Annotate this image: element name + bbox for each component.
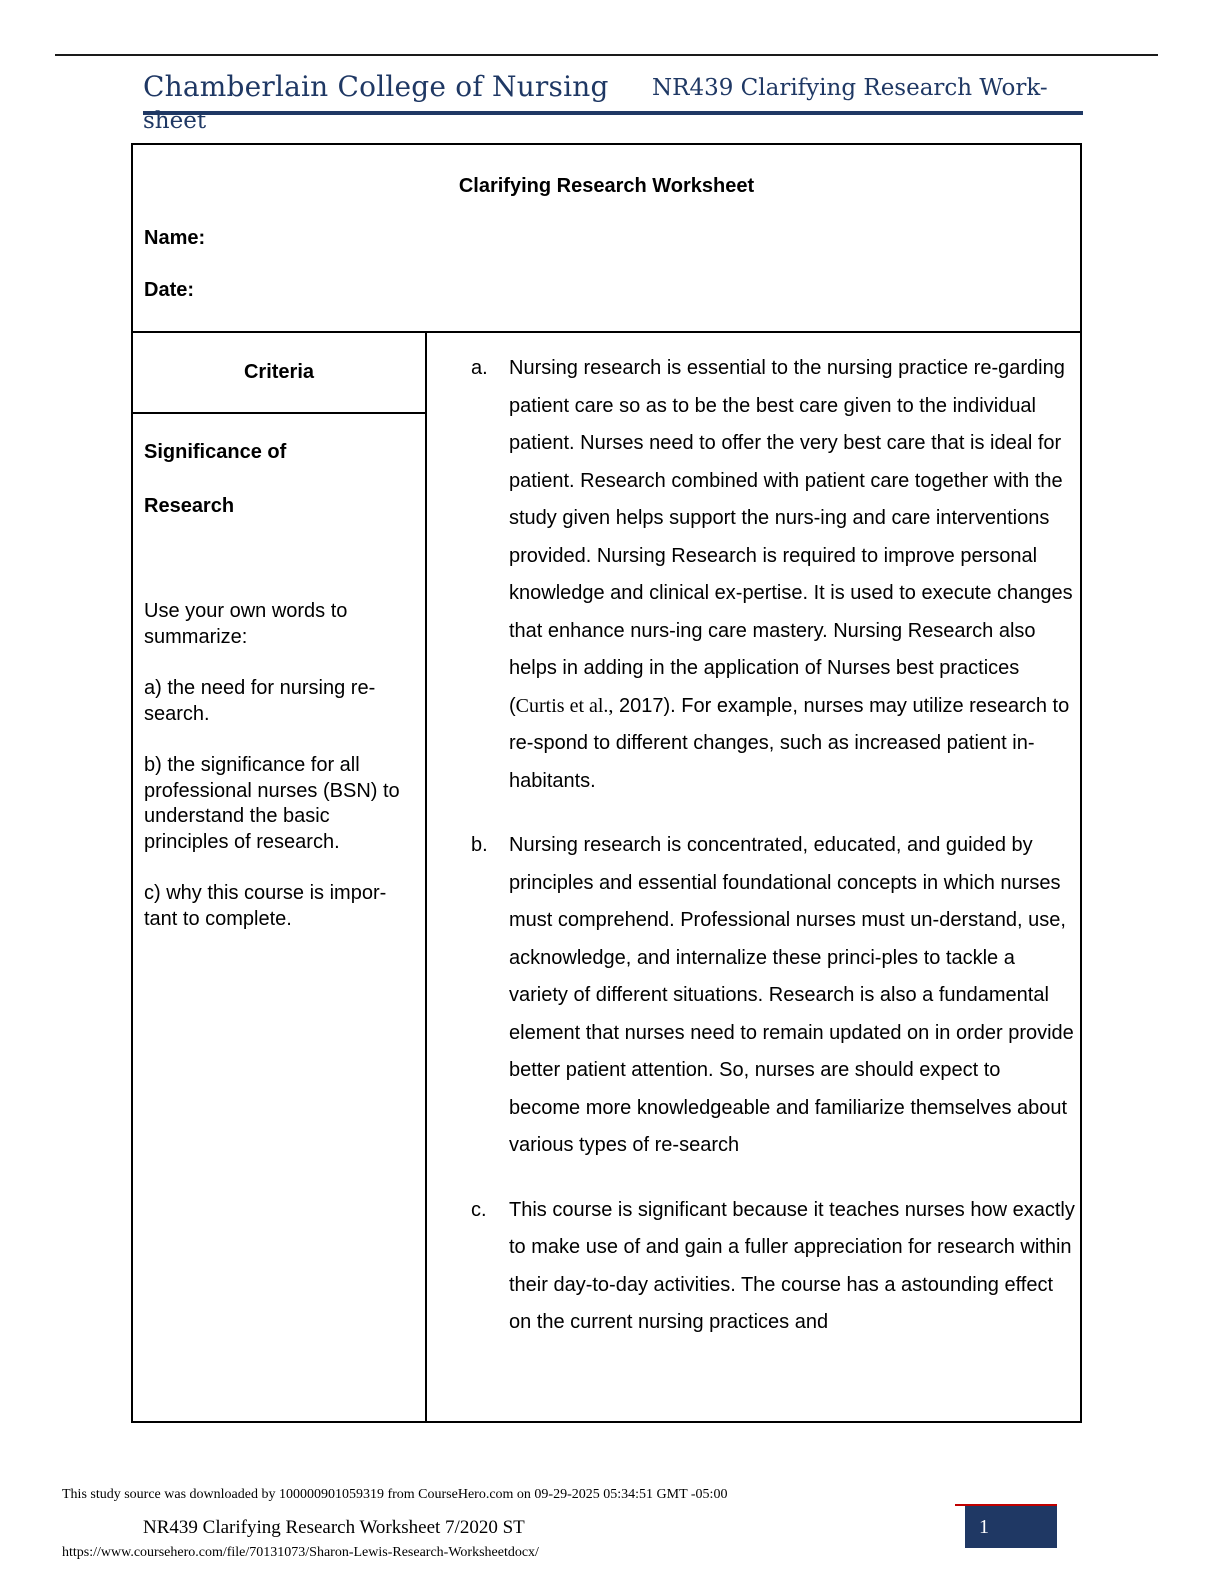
- criteria-cell: [144, 440, 409, 932]
- criteria-header-cell: [133, 333, 425, 414]
- date-label: Date:: [144, 279, 195, 301]
- worksheet-title: Clarifying Research Worksheet: [458, 175, 755, 197]
- source-url[interactable]: https://www.coursehero.com/file/70131073/Sharon-Lewis-Research-Worksheetdocx/: [62, 1545, 539, 1560]
- response-marker: a.: [471, 357, 488, 379]
- response-item-c: [436, 1192, 1076, 1342]
- instruction-a: a) the need for nursing re-search.: [144, 677, 376, 725]
- section-title-line1: Significance of: [144, 441, 287, 463]
- response-text-continued: 2017). For example, nurses may utilize research to re-spond to different changes, such as increased patient in-habitants.: [509, 694, 1070, 792]
- instruction-intro: Use your own words to summarize:: [144, 600, 348, 648]
- worksheet-header-row: [133, 145, 1080, 333]
- top-rule: [55, 54, 1158, 56]
- response-item-b: [436, 827, 1076, 1165]
- citation: Curtis et al.,: [515, 694, 614, 717]
- criteria-header: Criteria: [243, 361, 315, 383]
- page-number-box: [965, 1506, 1057, 1548]
- header-rule: [143, 111, 1083, 115]
- name-label: Name:: [144, 227, 206, 249]
- response-marker: b.: [471, 834, 488, 856]
- footer-doc-info: NR439 Clarifying Research Worksheet 7/2020 ST: [143, 1517, 525, 1538]
- response-item-a: [436, 350, 1076, 800]
- worksheet-table: [131, 143, 1082, 1423]
- column-divider: [425, 333, 427, 1421]
- response-cell: [436, 350, 1076, 1342]
- response-text: Nursing research is concentrated, educated, and guided by principles and essential foundational concepts in which nurses must comprehend. Professional nurses must un-derstand, use, acknowledge, and internalize these princi-ples to tackle a variety of different situations. Research is also a fundamental element that nurses need to remain updated on in order provide better patient attention. So, nurses are should expect to become more knowledgeable and familiarize themselves about various types of re-search: [509, 834, 1074, 1156]
- instruction-c: c) why this course is impor-tant to complete.: [144, 882, 387, 930]
- course-title: NR439 Clarifying Research Work-: [652, 75, 1048, 101]
- course-title-continued: sheet: [143, 108, 207, 134]
- response-text: This course is significant because it teaches nurses how exactly to make use of and gain a fuller appreciation for research within their day-to-day activities. The course has a astounding effect on the current nursing practices and: [509, 1198, 1075, 1333]
- college-name: Chamberlain College of Nursing: [143, 70, 609, 103]
- instruction-b: b) the significance for all professional nurses (BSN) to understand the basic principles of research.: [144, 754, 400, 853]
- response-text: Nursing research is essential to the nursing practice re-garding patient care so as to be the best care given to the individual patient. Nurses need to offer the very best care that is ideal for patient. Research combined with patient care together with the study given helps support the nurs-ing and care interventions provided. Nursing Research is required to improve personal knowledge and clinical ex-pertise. It is used to execute changes that enhance nurs-ing care mastery. Nursing Research also helps in adding in the application of Nurses best practices (: [509, 357, 1073, 717]
- response-marker: c.: [471, 1198, 487, 1221]
- page-number: 1: [979, 1516, 989, 1538]
- download-note: This study source was downloaded by 100000901059319 from CourseHero.com on 09-29-2025 05:34:51 GMT -05:00: [62, 1487, 728, 1502]
- section-title-line2: Research: [144, 494, 235, 517]
